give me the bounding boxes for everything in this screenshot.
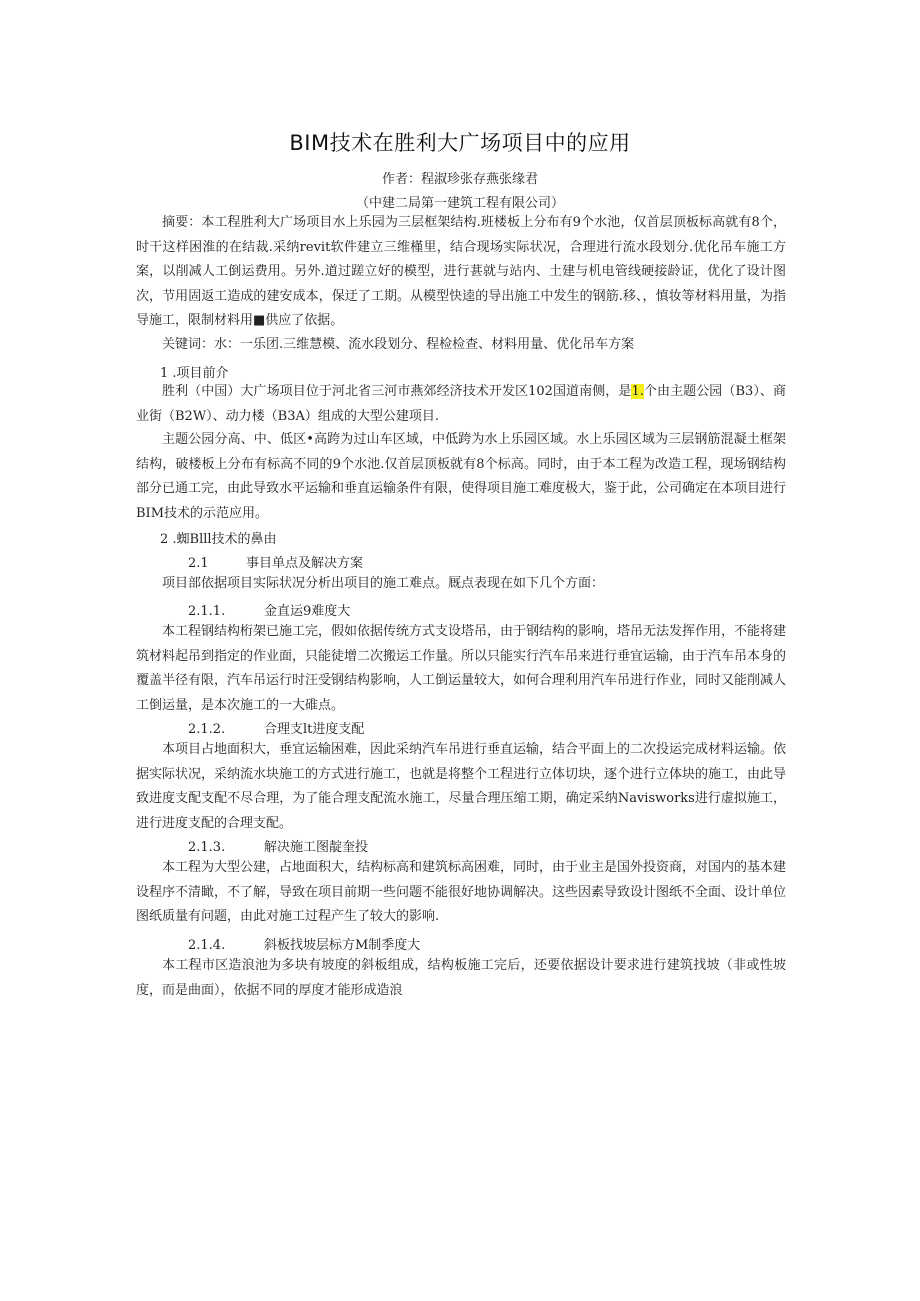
paragraph-text: 胜利（中国）大广场项目位于河北省三河市燕郊经济技术开发区102国道南侧，是 — [162, 384, 632, 399]
heading-title: 合理支lt进度支配 — [264, 722, 365, 737]
subsection-heading-2-1-1 — [188, 600, 350, 619]
paragraph-theme-park: 主题公园分高、中、低区•高跨为过山车区域，中低跨为水上乐园区域。水上乐园区域为三层钢筋混凝土框架结构，破楼板上分布有标高不同的9个水池.仅首层顶板就有8个标高。同时，由于本工程为改造工程，现场钢结构部分已通工完，由此导致水平运输和垂直运输条件有限，使得项目施工难度极大，鉴于此，公司确定在本项目进行BIM技术的示范应用。 — [136, 432, 787, 521]
abstract: 摘要：本工程胜利大广场项目水上乐园为三层框架结构.班楼板上分布有9个水池，仅首层顶板标高就有8个，时干这样困淮的在结裁.采纳revit软件建立三维槿里，结合现场实际状况，合理进行流水段划分.优化吊车施工方案，以削减人工倒运费用。另外.道过蹉立好的模型，进行葚就与站内、土建与机电管线硬接龄证，优化了设计图次，节用固返工造成的建安成本，保迂了工期。从模型快逵的导出施工中发生的钢筋.移、，慎妆等材料用量，为指导施工，限制材料用■供应了依据。 — [136, 215, 786, 329]
heading-title: 金直运9难度大 — [264, 604, 351, 619]
authors: 作者：程淑珍张存燕张缘君 — [381, 172, 538, 187]
subsection-heading-2-1-3 — [188, 836, 368, 855]
section-heading-2: 2 .蜘Blll技术的鼻由 — [160, 532, 277, 547]
section-heading-1: 1 .项目前介 — [160, 366, 229, 381]
paper-title: BIM技术在胜利大广场项目中的应用 — [289, 131, 631, 155]
heading-number: 2.1.3. — [188, 840, 226, 855]
affiliation: （中建二局第一建筑工程有限公司） — [355, 196, 564, 211]
heading-title: 解决施工图靛奎投 — [264, 840, 369, 855]
heading-number: 2.1.2. — [188, 722, 226, 737]
highlighted-text: 1. — [631, 384, 644, 399]
heading-title: 事目单点及解决方案 — [246, 556, 364, 571]
subsection-heading-2-1 — [188, 552, 363, 571]
paragraph-drawings: 本工程为大型公建，占地面积大，结构标高和建筑标高困难，同时，由于业主是国外投资商，对国内的基本建设程序不清瞰，不了解，导致在项目前期一些问题不能很好地协调解决。这些因素导致设计图纸不全面、设计单位图纸质量有问题，由此对施工过程产生了较大的影响. — [136, 860, 787, 925]
paragraph-project-intro — [136, 380, 786, 429]
subsection-heading-2-1-2 — [188, 718, 364, 737]
paragraph-text: 个由主题公园（B3）、商业街（B2W）、动力楼（B3A）组成的大型公建项目. — [136, 384, 786, 424]
keywords: 关键词：水：一乐团.三维慧模、流水段划分、程检检查、材料用量、优化吊车方案 — [162, 337, 635, 352]
paragraph-difficulties: 项目部依据项目实际状况分析出项目的施工难点。厩点表现在如下几个方面： — [162, 576, 605, 591]
subsection-heading-2-1-4 — [188, 934, 420, 953]
heading-number: 2.1 — [188, 556, 209, 571]
paragraph-vertical-transport: 本工程钢结构桁架已施工完，假如依据传统方式支设塔吊，由于钢结构的影响，塔吊无法发挥作用，不能将建筑材料起吊到指定的作业面，只能徒增二次搬运工作量。所以只能实行汽车吊来进行垂宜运输，由于汽车吊本身的覆盖半径有限，汽车吊运行时汪受钢结构影响，人工倒运量较大，如何合理利用汽车吊进行作业，同时又能削减人工倒运量，是本次施工的一大碓点。 — [136, 624, 787, 713]
heading-number: 2.1.4. — [188, 938, 226, 953]
heading-number: 2.1.1. — [188, 604, 226, 619]
heading-title: 斜板找坡层标方M制季度大 — [264, 938, 421, 953]
paragraph-slope: 本工程市区造浪池为多块有坡度的斜板组成，结构板施工完后，还要依据设计要求进行建筑找坡（非或性坡度，而是曲面），依据不同的厚度才能形成造浪 — [136, 958, 786, 998]
paragraph-schedule: 本项目占地面积大，垂宜运输困难，因此采纳汽车吊进行垂直运输，结合平面上的二次投运完成材料运输。依据实际状况，采纳流水块施工的方式进行施工，也就是将整个工程进行立体切块，逐个进行立体块的施工，由此导致进度支配支配不尽合理，为了能合理支配流水施工，尽量合理压缩工期，确定采纳Navisworks进行虚拟施工，进行进度支配的合理支配。 — [136, 742, 787, 831]
